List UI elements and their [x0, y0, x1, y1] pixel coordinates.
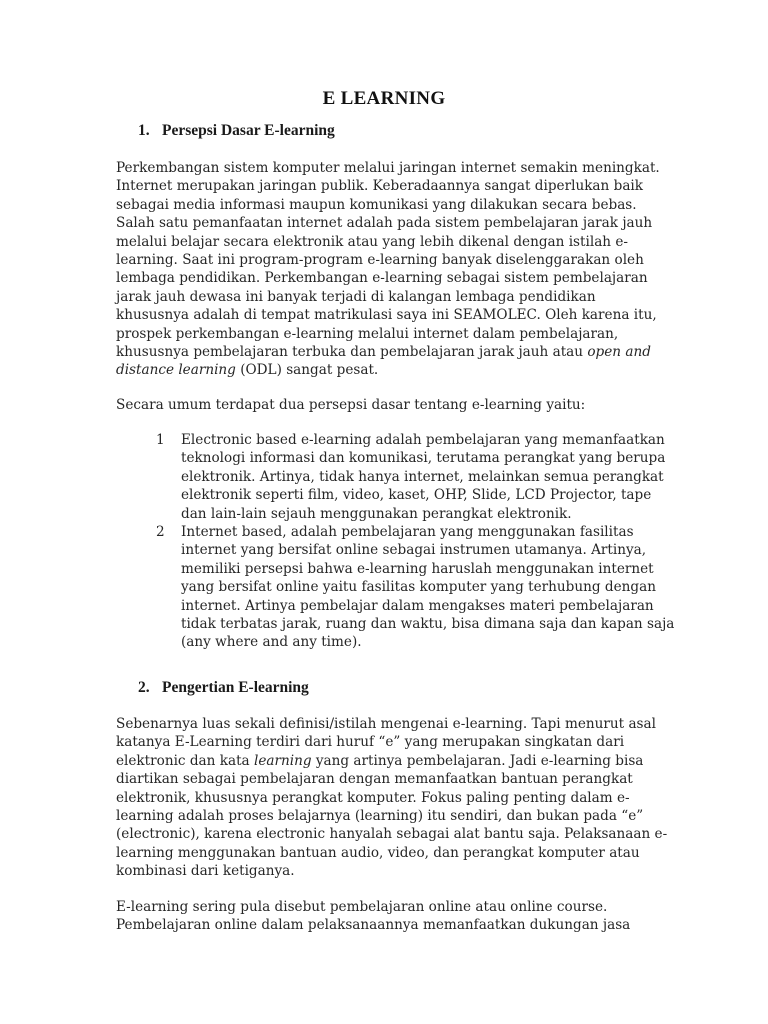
perception-list — [156, 431, 675, 652]
section-1-number: 1. — [138, 122, 150, 139]
paragraph-line: E-learning sering pula disebut pembelajaran online atau online course. — [116, 899, 608, 915]
list-line: (any where and any time). — [181, 634, 362, 651]
list-line: memiliki persepsi bahwa e-learning haruslah menggunakan internet — [181, 560, 654, 577]
line-text: (ODL) sangat pesat. — [235, 362, 379, 379]
italic-term: distance learning — [116, 362, 236, 379]
document-title: E LEARNING — [322, 88, 446, 109]
line-text: elektronic dan kata — [116, 752, 254, 769]
paragraph-line: prospek perkembangan e-learning melalui internet dalam pembelajaran, — [116, 325, 619, 342]
line-text: khususnya pembelajaran terbuka dan pembelajaran jarak jauh atau — [116, 344, 588, 361]
paragraph-line — [116, 752, 656, 770]
italic-term: open and — [587, 344, 651, 361]
paragraph-line: khususnya adalah di tempat matrikulasi saya ini SEAMOLEC. Oleh karena itu, — [116, 307, 657, 324]
section-1-heading — [138, 122, 335, 140]
paragraph-line: sebagai media informasi maupun komunikasi yang dilakukan secara bebas. — [116, 196, 637, 213]
list-line: dan lain-lain sejauh menggunakan perangkat elektronik. — [181, 505, 572, 522]
list-item — [156, 523, 675, 652]
list-line: elektronik. Artinya, tidak hanya internet, melainkan semua perangkat — [181, 468, 664, 485]
list-marker: 1 — [156, 432, 165, 448]
section-2-title: Pengertian E-learning — [162, 679, 309, 696]
paragraph-line: Perkembangan sistem komputer melalui jaringan internet semakin meningkat. — [116, 160, 660, 176]
section-1-title: Persepsi Dasar E-learning — [162, 122, 335, 139]
paragraph-line: Pembelajaran online dalam pelaksanaannya memanfaatkan dukungan jasa — [116, 917, 631, 934]
line-text: yang artinya pembelajaran. Jadi e-learning bisa — [311, 752, 644, 769]
paragraph-line: Sebenarnya luas sekali definisi/istilah mengenai e-learning. Tapi menurut asal — [116, 716, 656, 732]
paragraph-line: Salah satu pemanfaatan internet adalah pada sistem pembelajaran jarak jauh — [116, 215, 653, 232]
paragraph-line — [116, 343, 656, 361]
section-2-paragraph-2 — [116, 898, 656, 935]
list-line: tidak terbatas jarak, ruang dan waktu, bisa dimana saja dan kapan saja — [181, 616, 675, 633]
paragraph-line: (electronic), karena electronic hanyalah sebagai alat bantu saja. Pelaksanaan e- — [116, 826, 668, 843]
paragraph-line: Secara umum terdapat dua persepsi dasar tentang e-learning yaitu: — [116, 397, 586, 413]
list-line: internet yang bersifat online sebagai instrumen utamanya. Artinya, — [181, 542, 647, 559]
list-item — [156, 431, 666, 523]
section-1-paragraph-2 — [116, 396, 656, 414]
list-line: Electronic based e-learning adalah pembelajaran yang memanfaatkan — [181, 432, 665, 448]
paragraph-line: elektronik, khususnya perangkat komputer. Fokus paling penting dalam e- — [116, 789, 630, 806]
paragraph-line: jarak jauh dewasa ini banyak terjadi di kalangan lembaga pendidikan — [116, 288, 596, 305]
list-line: internet. Artinya pembelajar dalam mengakses materi pembelajaran — [181, 597, 654, 614]
list-line: Internet based, adalah pembelajaran yang menggunakan fasilitas — [181, 524, 634, 541]
section-2-heading — [138, 679, 309, 697]
list-line: elektronik seperti film, video, kaset, OHP, Slide, LCD Projector, tape — [181, 487, 652, 504]
section-1-paragraph-1 — [116, 159, 660, 380]
list-line: teknologi informasi dan komunikasi, terutama perangkat yang berupa — [181, 450, 666, 467]
paragraph-line: learning menggunakan bantuan audio, video, dan perangkat komputer atau — [116, 844, 640, 861]
paragraph-line: kombinasi dari ketiganya. — [116, 863, 295, 880]
paragraph-line — [116, 361, 656, 379]
paragraph-line: learning. Saat ini program-program e-learning banyak diselenggarakan oleh — [116, 252, 644, 269]
section-2-paragraph-1 — [116, 715, 668, 881]
paragraph-line: Internet merupakan jaringan publik. Keberadaannya sangat diperlukan baik — [116, 178, 644, 195]
paragraph-line: lembaga pendidikan. Perkembangan e-learning sebagai sistem pembelajaran — [116, 270, 648, 287]
paragraph-line: diartikan sebagai pembelajaran dengan memanfaatkan bantuan perangkat — [116, 771, 633, 788]
list-marker: 2 — [156, 524, 165, 541]
paragraph-line: katanya E-Learning terdiri dari huruf “e” yang merupakan singkatan dari — [116, 734, 625, 751]
list-line: yang bersifat online yaitu fasilitas komputer yang terhubung dengan — [181, 579, 656, 596]
section-2-number: 2. — [138, 679, 150, 696]
italic-term: learning — [253, 752, 312, 769]
paragraph-line: learning adalah proses belajarnya (learning) itu sendiri, dan bukan pada “e” — [116, 808, 644, 825]
paragraph-line: melalui belajar secara elektronik atau yang lebih dikenal dengan istilah e- — [116, 233, 629, 250]
